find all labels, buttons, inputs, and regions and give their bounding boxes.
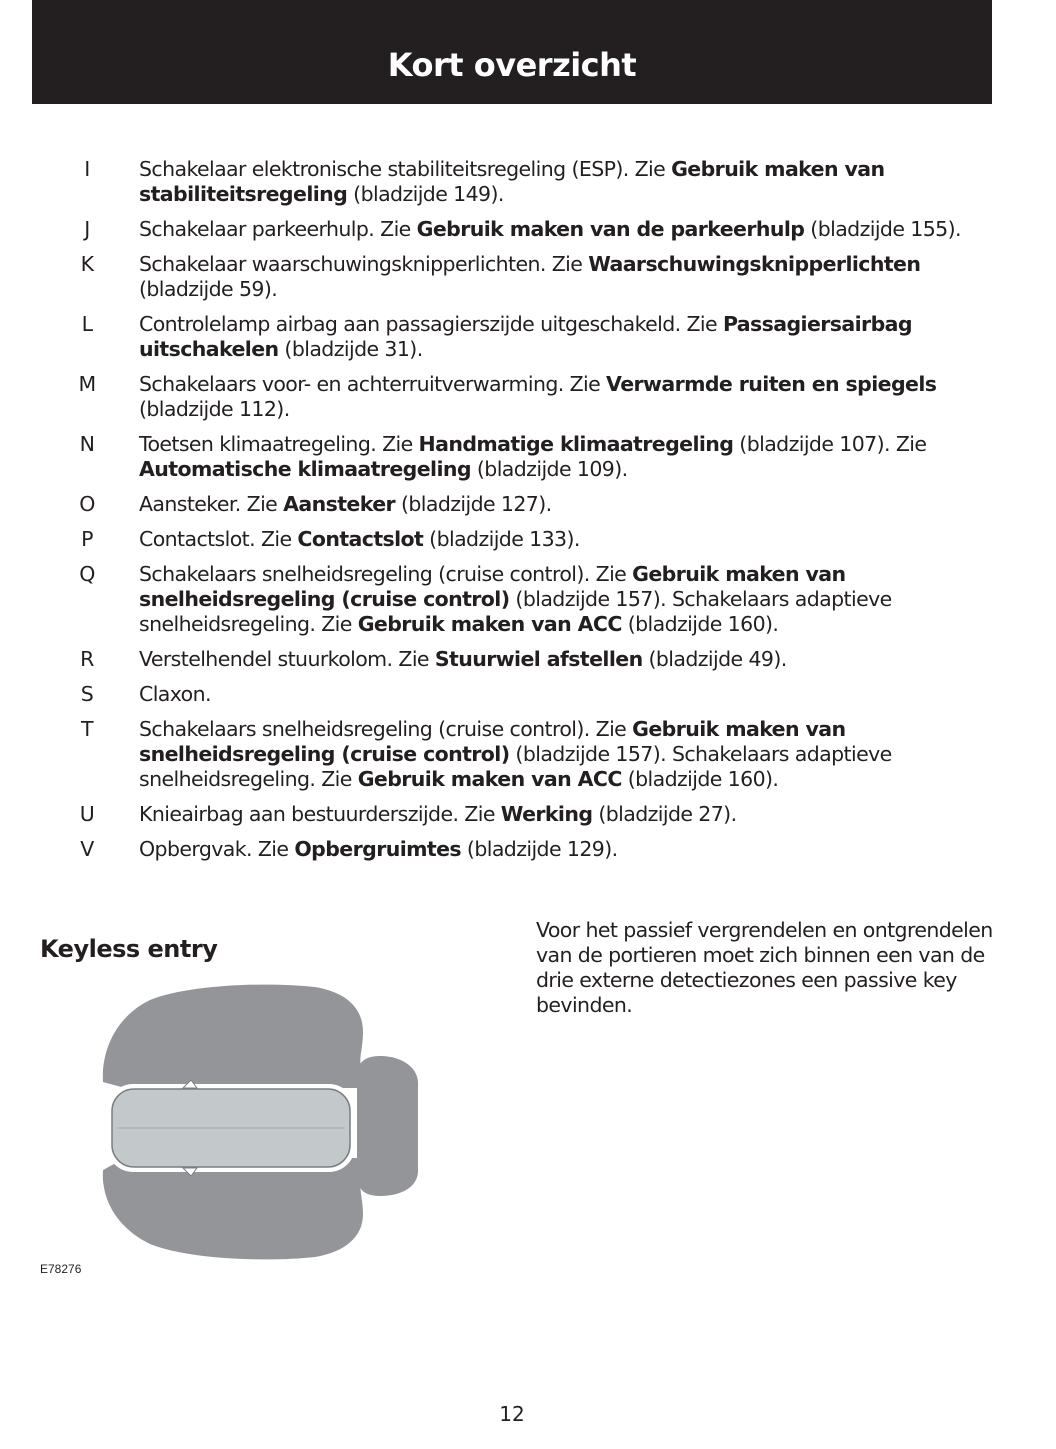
item-text-part: (bladzijde 129).: [461, 837, 618, 861]
list-item: [60, 802, 1000, 827]
item-text-part: Claxon.: [139, 682, 211, 706]
list-item: [60, 682, 1000, 707]
list-item: [60, 562, 1000, 637]
item-reference: Aansteker: [283, 492, 396, 516]
item-letter: M: [78, 372, 96, 396]
item-text-part: (bladzijde 157). Schakelaars adaptieve snelheidsregeling. Zie: [139, 587, 892, 636]
item-reference: Gebruik maken van ACC: [357, 612, 622, 636]
item-text: [139, 252, 984, 302]
item-letter: I: [84, 157, 90, 181]
list-item: [60, 217, 1000, 242]
item-text-part: (bladzijde 157). Schakelaars adaptieve snelheidsregeling. Zie: [139, 742, 892, 791]
item-text-part: (bladzijde 109).: [470, 457, 628, 481]
item-text-part: (bladzijde 59).: [139, 277, 278, 301]
item-text: [139, 717, 984, 792]
item-reference: Werking: [500, 802, 593, 826]
item-text: [139, 837, 984, 862]
item-letter: P: [81, 527, 93, 551]
item-reference: Gebruik maken van de parkeerhulp: [416, 217, 805, 241]
page-number: 12: [499, 1402, 525, 1426]
list-item: [60, 717, 1000, 792]
item-text-part: Aansteker. Zie: [139, 492, 284, 516]
item-text-part: (bladzijde 49).: [642, 647, 787, 671]
list-item: [60, 432, 1000, 482]
item-reference: Gebruik maken van stabiliteitsregeling: [139, 157, 885, 206]
item-reference: Gebruik maken van snelheidsregeling (cruise control): [139, 717, 846, 766]
page-header: [32, 0, 992, 104]
figure-code: E78276: [40, 1262, 82, 1276]
item-text-part: (bladzijde 133).: [423, 527, 580, 551]
item-text-part: Schakelaars snelheidsregeling (cruise control). Zie: [139, 717, 633, 741]
item-letter: N: [79, 432, 95, 456]
item-letter: R: [80, 647, 94, 671]
item-text: [139, 432, 984, 482]
item-text-part: Verstelhendel stuurkolom. Zie: [139, 647, 435, 671]
item-text-part: (bladzijde 112).: [139, 397, 290, 421]
item-reference: Automatische klimaatregeling: [139, 457, 471, 481]
item-text-part: Schakelaars snelheidsregeling (cruise control). Zie: [139, 562, 633, 586]
item-letter: U: [79, 802, 95, 826]
item-reference: Verwarmde ruiten en spiegels: [606, 372, 937, 396]
item-text: [139, 492, 984, 517]
item-text-part: Schakelaar elektronische stabiliteitsregeling (ESP). Zie: [139, 157, 672, 181]
section-paragraph: Voor het passief vergrendelen en ontgrendelen van de portieren moet zich binnen een van de drie externe detectiezones een passive key bevinden.: [536, 918, 993, 1017]
item-text: [139, 157, 984, 207]
item-text-part: Schakelaars voor- en achterruitverwarming. Zie: [139, 372, 607, 396]
list-item: [60, 312, 1000, 362]
list-item: [60, 492, 1000, 517]
keyless-entry-diagram: [95, 982, 425, 1262]
item-reference: Stuurwiel afstellen: [434, 647, 643, 671]
list-item: [60, 527, 1000, 552]
item-text-part: Schakelaar waarschuwingsknipperlichten. Zie: [139, 252, 589, 276]
item-text-part: (bladzijde 27).: [592, 802, 737, 826]
item-text: [139, 682, 984, 707]
item-text-part: Knieairbag aan bestuurderszijde. Zie: [139, 802, 501, 826]
list-item: [60, 157, 1000, 207]
item-text: [139, 647, 984, 672]
detection-zone-side: [357, 1056, 418, 1196]
item-letter: T: [81, 717, 93, 741]
item-letter: V: [80, 837, 94, 861]
item-reference: Passagiersairbag uitschakelen: [139, 312, 912, 361]
item-text-part: (bladzijde 160).: [621, 767, 779, 791]
detection-zone-front: [103, 985, 368, 1088]
item-reference: Contactslot: [297, 527, 424, 551]
item-letter: S: [80, 682, 94, 706]
item-text-part: Schakelaar parkeerhulp. Zie: [139, 217, 417, 241]
item-text-part: (bladzijde 149).: [347, 182, 504, 206]
item-text-part: Contactslot. Zie: [139, 527, 298, 551]
item-text-part: (bladzijde 107). Zie: [733, 432, 927, 456]
item-text: [139, 372, 984, 422]
list-item: [60, 837, 1000, 862]
item-reference: Opbergruimtes: [294, 837, 461, 861]
item-text-part: (bladzijde 127).: [395, 492, 552, 516]
item-letter: L: [81, 312, 93, 336]
item-text-part: (bladzijde 155).: [804, 217, 961, 241]
item-text: [139, 562, 984, 637]
item-reference: Gebruik maken van snelheidsregeling (cruise control): [139, 562, 846, 611]
item-text: [139, 527, 984, 552]
item-text-part: Opbergvak. Zie: [139, 837, 295, 861]
item-text-part: (bladzijde 160).: [621, 612, 779, 636]
item-reference: Handmatige klimaatregeling: [418, 432, 734, 456]
item-list: [60, 157, 1000, 872]
item-text-part: Toetsen klimaatregeling. Zie: [139, 432, 419, 456]
item-letter: K: [80, 252, 94, 276]
item-text-part: Controlelamp airbag aan passagierszijde uitgeschakeld. Zie: [139, 312, 723, 336]
item-text: [139, 312, 984, 362]
section-title: Keyless entry: [40, 935, 218, 963]
list-item: [60, 647, 1000, 672]
detection-zone-rear: [103, 1158, 368, 1259]
item-text: [139, 217, 984, 242]
item-text: [139, 802, 984, 827]
list-item: [60, 252, 1000, 302]
item-reference: Waarschuwingsknipperlichten: [588, 252, 921, 276]
item-text-part: (bladzijde 31).: [278, 337, 423, 361]
item-reference: Gebruik maken van ACC: [357, 767, 622, 791]
item-letter: J: [84, 217, 90, 241]
item-letter: Q: [79, 562, 95, 586]
list-item: [60, 372, 1000, 422]
page-title: Kort overzicht: [387, 46, 637, 84]
item-letter: O: [79, 492, 95, 516]
